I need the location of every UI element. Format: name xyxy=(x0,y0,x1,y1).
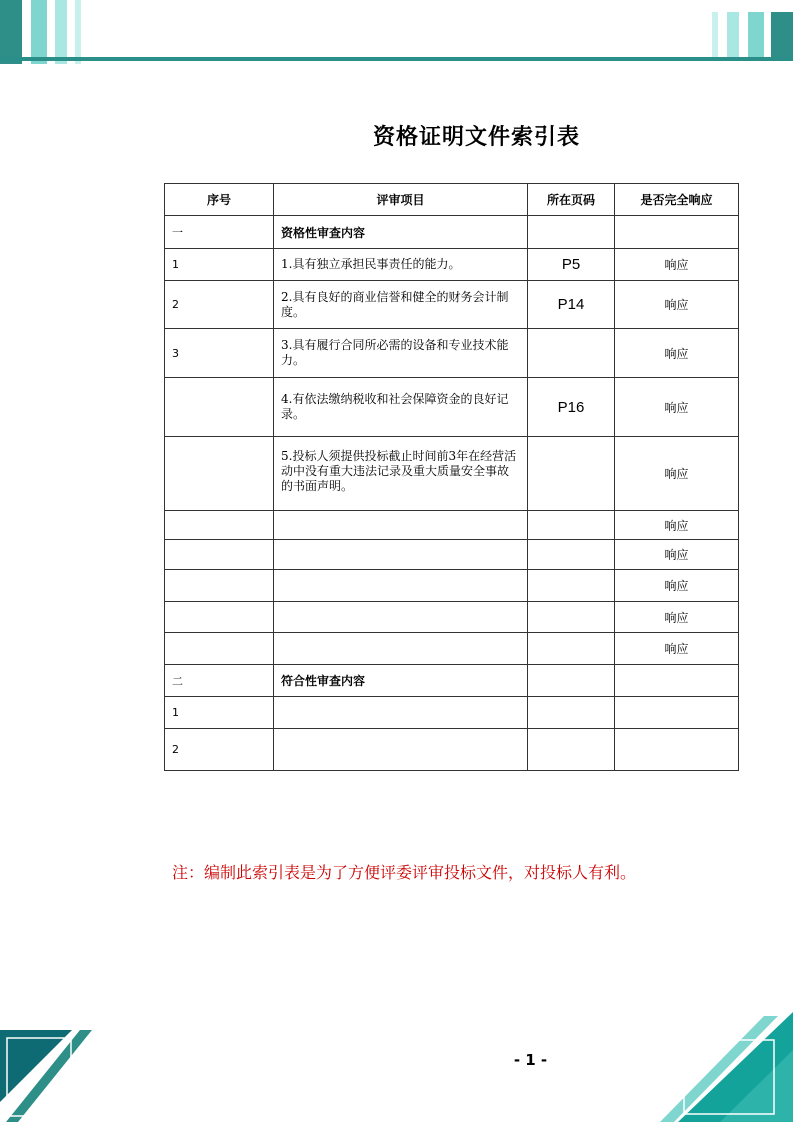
section-title: 资格性审查内容 xyxy=(274,216,528,249)
table-row xyxy=(165,540,739,570)
page-number: - 1 - xyxy=(513,1051,548,1069)
table-row xyxy=(165,729,739,771)
header-item: 评审项目 xyxy=(274,184,528,216)
table-row xyxy=(165,697,739,729)
row-no: 1 xyxy=(165,697,274,729)
row-no xyxy=(165,437,274,511)
row-page xyxy=(528,570,615,602)
row-page: P16 xyxy=(528,378,615,437)
table-header-row xyxy=(165,184,739,216)
row-page xyxy=(528,329,615,378)
row-item xyxy=(274,729,528,771)
row-item: 2.具有良好的商业信誉和健全的财务会计制度。 xyxy=(274,281,528,329)
row-item xyxy=(274,570,528,602)
header-bar xyxy=(75,0,81,64)
row-response: 响应 xyxy=(615,281,739,329)
row-response: 响应 xyxy=(615,602,739,633)
corner-decoration-left xyxy=(0,1028,96,1122)
header-bar xyxy=(712,12,718,60)
row-page xyxy=(528,633,615,665)
row-page xyxy=(528,216,615,249)
row-response: 响应 xyxy=(615,540,739,570)
row-page: P5 xyxy=(528,249,615,281)
row-item xyxy=(274,602,528,633)
row-no: 2 xyxy=(165,729,274,771)
header-response: 是否完全响应 xyxy=(615,184,739,216)
row-page xyxy=(528,665,615,697)
table-row xyxy=(165,511,739,540)
header-bar xyxy=(727,12,739,60)
row-page xyxy=(528,540,615,570)
row-no: 一 xyxy=(165,216,274,249)
header-page: 所在页码 xyxy=(528,184,615,216)
table-row xyxy=(165,602,739,633)
row-item xyxy=(274,633,528,665)
row-no xyxy=(165,570,274,602)
table-row xyxy=(165,249,739,281)
row-response: 响应 xyxy=(615,437,739,511)
row-response: 响应 xyxy=(615,249,739,281)
row-no xyxy=(165,602,274,633)
row-no: 二 xyxy=(165,665,274,697)
row-response: 响应 xyxy=(615,633,739,665)
row-no xyxy=(165,511,274,540)
header-bar xyxy=(771,12,793,60)
row-page xyxy=(528,437,615,511)
row-response: 响应 xyxy=(615,570,739,602)
row-response: 响应 xyxy=(615,378,739,437)
row-page xyxy=(528,729,615,771)
row-item: 5.投标人须提供投标截止时间前3年在经营活动中没有重大违法记录及重大质量安全事故的书面声明。 xyxy=(274,437,528,511)
header-no: 序号 xyxy=(165,184,274,216)
row-response: 响应 xyxy=(615,329,739,378)
header-bar xyxy=(55,0,67,64)
section-title: 符合性审查内容 xyxy=(274,665,528,697)
header-bar xyxy=(31,0,47,64)
row-item xyxy=(274,511,528,540)
row-response xyxy=(615,729,739,771)
header-line xyxy=(0,57,793,61)
table-row xyxy=(165,378,739,437)
row-item: 3.具有履行合同所必需的设备和专业技术能力。 xyxy=(274,329,528,378)
row-response xyxy=(615,216,739,249)
row-item: 4.有依法缴纳税收和社会保障资金的良好记录。 xyxy=(274,378,528,437)
row-response xyxy=(615,665,739,697)
table-row xyxy=(165,633,739,665)
table-row xyxy=(165,216,739,249)
row-page: P14 xyxy=(528,281,615,329)
row-page xyxy=(528,602,615,633)
table-row xyxy=(165,281,739,329)
row-no xyxy=(165,540,274,570)
row-no xyxy=(165,633,274,665)
row-item xyxy=(274,540,528,570)
row-item: 1.具有独立承担民事责任的能力。 xyxy=(274,249,528,281)
row-no xyxy=(165,378,274,437)
table-row xyxy=(165,570,739,602)
table-row xyxy=(165,329,739,378)
row-no: 2 xyxy=(165,281,274,329)
header-bar xyxy=(748,12,764,60)
header-bar xyxy=(0,0,22,64)
table-row xyxy=(165,437,739,511)
row-item xyxy=(274,697,528,729)
corner-decoration-right xyxy=(660,1012,793,1122)
row-page xyxy=(528,511,615,540)
row-page xyxy=(528,697,615,729)
row-no: 1 xyxy=(165,249,274,281)
table-row xyxy=(165,665,739,697)
row-response: 响应 xyxy=(615,511,739,540)
row-no: 3 xyxy=(165,329,274,378)
page-title: 资格证明文件索引表 xyxy=(372,124,580,150)
row-response xyxy=(615,697,739,729)
footnote: 注：编制此索引表是为了方便评委评审投标文件，对投标人有利。 xyxy=(172,863,637,882)
index-table xyxy=(164,183,739,771)
